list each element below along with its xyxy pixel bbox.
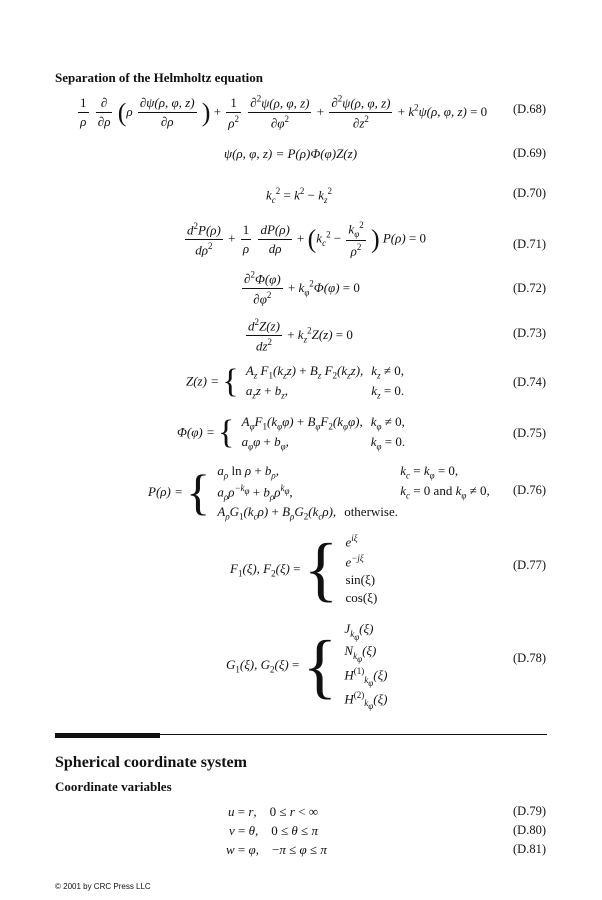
- equation-d68: $\frac{1}{\rho}$ $\frac{\partial}{\partial\rho}$ (ρ $\frac{\partial\psi(\rho, \varphi, z)}{\partial\rho}$ ) + $\frac{1}{\rho^2}$ $\frac{\partial^2\psi(\rho, \varphi, z)}{\partial\varphi^2}$ + $\frac{\partial^2\psi(\rho, \varphi, z)}{\partial z^2}$ + $k^2\psi(\rho$, φ, z) = 0: [80, 94, 488, 131]
- equation-d69: ψ(ρ, φ, z) = P(ρ)Φ(φ)Z(z): [224, 146, 358, 161]
- eq-number-d73: (D.73): [513, 326, 546, 340]
- equation-d81: w = φ, −π ≤ φ ≤ π: [226, 842, 327, 857]
- equation-d71: $\frac{d^2P(\rho)}{d\rho^2}$ + $\frac{1}{\rho}$ $\frac{dP(\rho)}{d\rho}$ + ($k_c^2$ − $\frac{k_\varphi^2}{\rho^2}$ ) P(ρ) = 0: [187, 220, 427, 259]
- equation-d72: $\frac{\partial^2\Phi(\varphi)}{\partial\varphi^2}$ + $k_\varphi^2\Phi(\varphi) = 0$: [244, 270, 360, 307]
- eq-number-d71: (D.71): [513, 237, 546, 251]
- equation-d79: u = r, 0 ≤ r < ∞: [228, 804, 318, 819]
- eq-number-d80: (D.80): [513, 823, 546, 837]
- section-title-spherical: Spherical coordinate system: [55, 754, 247, 771]
- d74-lhs: Z(z) =: [186, 373, 219, 389]
- equation-d76: P(ρ) = { $a_\rho$ $\ln \rho + b_\rho$, $k_c = k_\varphi = 0$, $a_\rho\rho^{-k_\varphi} + b_\rho\rho^{k_\varphi}$, $k_c = 0$ and $k_\varphi \ne 0$, $A_\rho G_1(k_c\rho) + B_\rho G_2(k_c\rho)$, otherwise.: [148, 462, 494, 522]
- eq-number-d75: (D.75): [513, 426, 546, 440]
- equation-d75: Φ(φ) = { $A_\varphi F_1(k_\varphi\varphi) + B_\varphi F_2(k_\varphi\varphi)$, $k_\varphi \ne 0$, $a_\varphi\varphi + b_\varphi$, $k_\varphi = 0$.: [177, 413, 406, 452]
- d77-cos: cos(ξ): [345, 589, 378, 605]
- subsection-title: Coordinate variables: [55, 779, 172, 794]
- eq-number-d72: (D.72): [513, 281, 546, 295]
- equation-d70: $k_c^2 = k^2 - k_z^2$: [266, 186, 333, 205]
- eq-number-d76: (D.76): [513, 483, 546, 497]
- eq-number-d77: (D.77): [513, 558, 546, 572]
- d77-sin: sin(ξ): [345, 571, 376, 587]
- d75-lhs: Φ(φ) =: [177, 424, 215, 440]
- eq-number-d70: (D.70): [513, 186, 546, 200]
- section-divider-thin: [160, 734, 547, 735]
- section-divider-thick: [55, 733, 160, 738]
- section-title: Separation of the Helmholtz equation: [55, 70, 263, 85]
- equation-d80: v = θ, 0 ≤ θ ≤ π: [229, 823, 318, 838]
- d76-lhs: P(ρ) =: [148, 484, 183, 500]
- equation-d74: Z(z) = { $A_z$ $F_1(k_zz) + B_z$ $F_2(k_zz)$, $k_z \ne 0$, $a_zz + b_z$, $k_z = 0$.: [186, 362, 405, 401]
- eq-number-d69: (D.69): [513, 146, 546, 160]
- eq-number-d78: (D.78): [513, 651, 546, 665]
- eq-number-d74: (D.74): [513, 375, 546, 389]
- equation-d73: $\frac{d^2Z(z)}{dz^2}$ + $k_z^2Z(z) = 0$: [248, 317, 353, 354]
- copyright-footer: © 2001 by CRC Press LLC: [55, 882, 151, 891]
- d76-otherwise: otherwise.: [344, 504, 398, 520]
- equation-d78: $G_1(\xi)$, $G_2(\xi)$ = { $J_{k_\varphi}(\xi)$ $N_{k_\varphi}(\xi)$ $H^{(1)}_{k_\varphi}(\xi)$ $H^{(2)}_{k_\varphi}(\xi)$: [226, 621, 388, 712]
- eq-number-d79: (D.79): [513, 804, 546, 818]
- eq-number-d68: (D.68): [513, 102, 546, 116]
- equation-d77: $F_1(\xi)$, $F_2(\xi)$ = { $e^{i\xi}$ $e^{-j\xi}$ sin(ξ) cos(ξ): [230, 528, 381, 611]
- eq-number-d81: (D.81): [513, 842, 546, 856]
